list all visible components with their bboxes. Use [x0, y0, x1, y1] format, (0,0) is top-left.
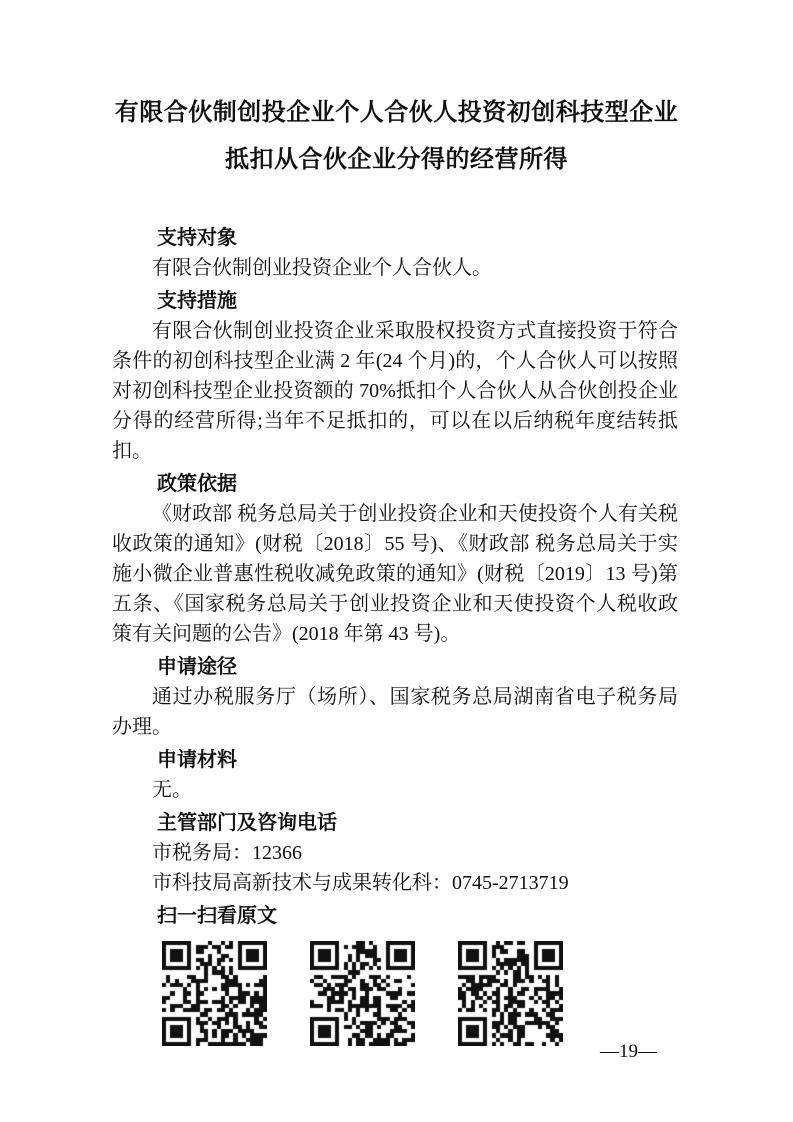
support-measures-body: 有限合伙制创业投资企业采取股权投资方式直接投资于符合条件的初创科技型企业满 2 年(24 个月)的，个人合伙人可以按照对初创科技型企业投资额的 70%抵扣个人合伙人从合伙创投企业分得的经营所得;当年不足抵扣的，可以在以后纳税年度结转抵扣。 [112, 320, 678, 462]
page-title-line-1: 有限合伙制创投企业个人合伙人投资初创科技型企业 [114, 100, 679, 126]
contact-line-science-bureau: 市科技局高新技术与成果转化科：0745-2713719 [152, 872, 569, 894]
section-heading-application-materials: 申请材料 [157, 749, 237, 771]
section-heading-authority-contacts: 主管部门及咨询电话 [157, 812, 337, 834]
qr-code-row [162, 941, 678, 1046]
application-materials-body: 无。 [152, 779, 192, 801]
section-heading-support-target: 支持对象 [157, 227, 237, 249]
application-channel-body: 通过办税服务厅（场所）、国家税务总局湖南省电子税务局办理。 [112, 686, 678, 738]
qr-code-3-icon [458, 941, 563, 1046]
section-heading-policy-basis: 政策依据 [157, 473, 237, 495]
page-title [0, 90, 793, 184]
document-content [112, 223, 678, 1046]
page-number: —19— [600, 1041, 657, 1062]
section-heading-application-channel: 申请途径 [157, 656, 237, 678]
support-target-body: 有限合伙制创业投资企业个人合伙人。 [152, 257, 492, 279]
qr-code-2-icon [310, 941, 415, 1046]
section-heading-support-measures: 支持措施 [157, 290, 237, 312]
contact-line-tax-bureau: 市税务局：12366 [152, 842, 302, 864]
qr-code-1-icon [162, 941, 267, 1046]
section-heading-scan-original: 扫一扫看原文 [157, 905, 277, 927]
page-title-line-2: 抵扣从合伙企业分得的经营所得 [225, 147, 568, 173]
policy-basis-body: 《财政部 税务总局关于创业投资企业和天使投资个人有关税收政策的通知》(财税〔2018〕55 号)、《财政部 税务总局关于实施小微企业普惠性税收减免政策的通知》(财税〔2019〕13 号)第五条、《国家税务总局关于创业投资企业和天使投资个人税收政策有关问题的公告》(2018 年第 43 号)。 [112, 503, 678, 645]
